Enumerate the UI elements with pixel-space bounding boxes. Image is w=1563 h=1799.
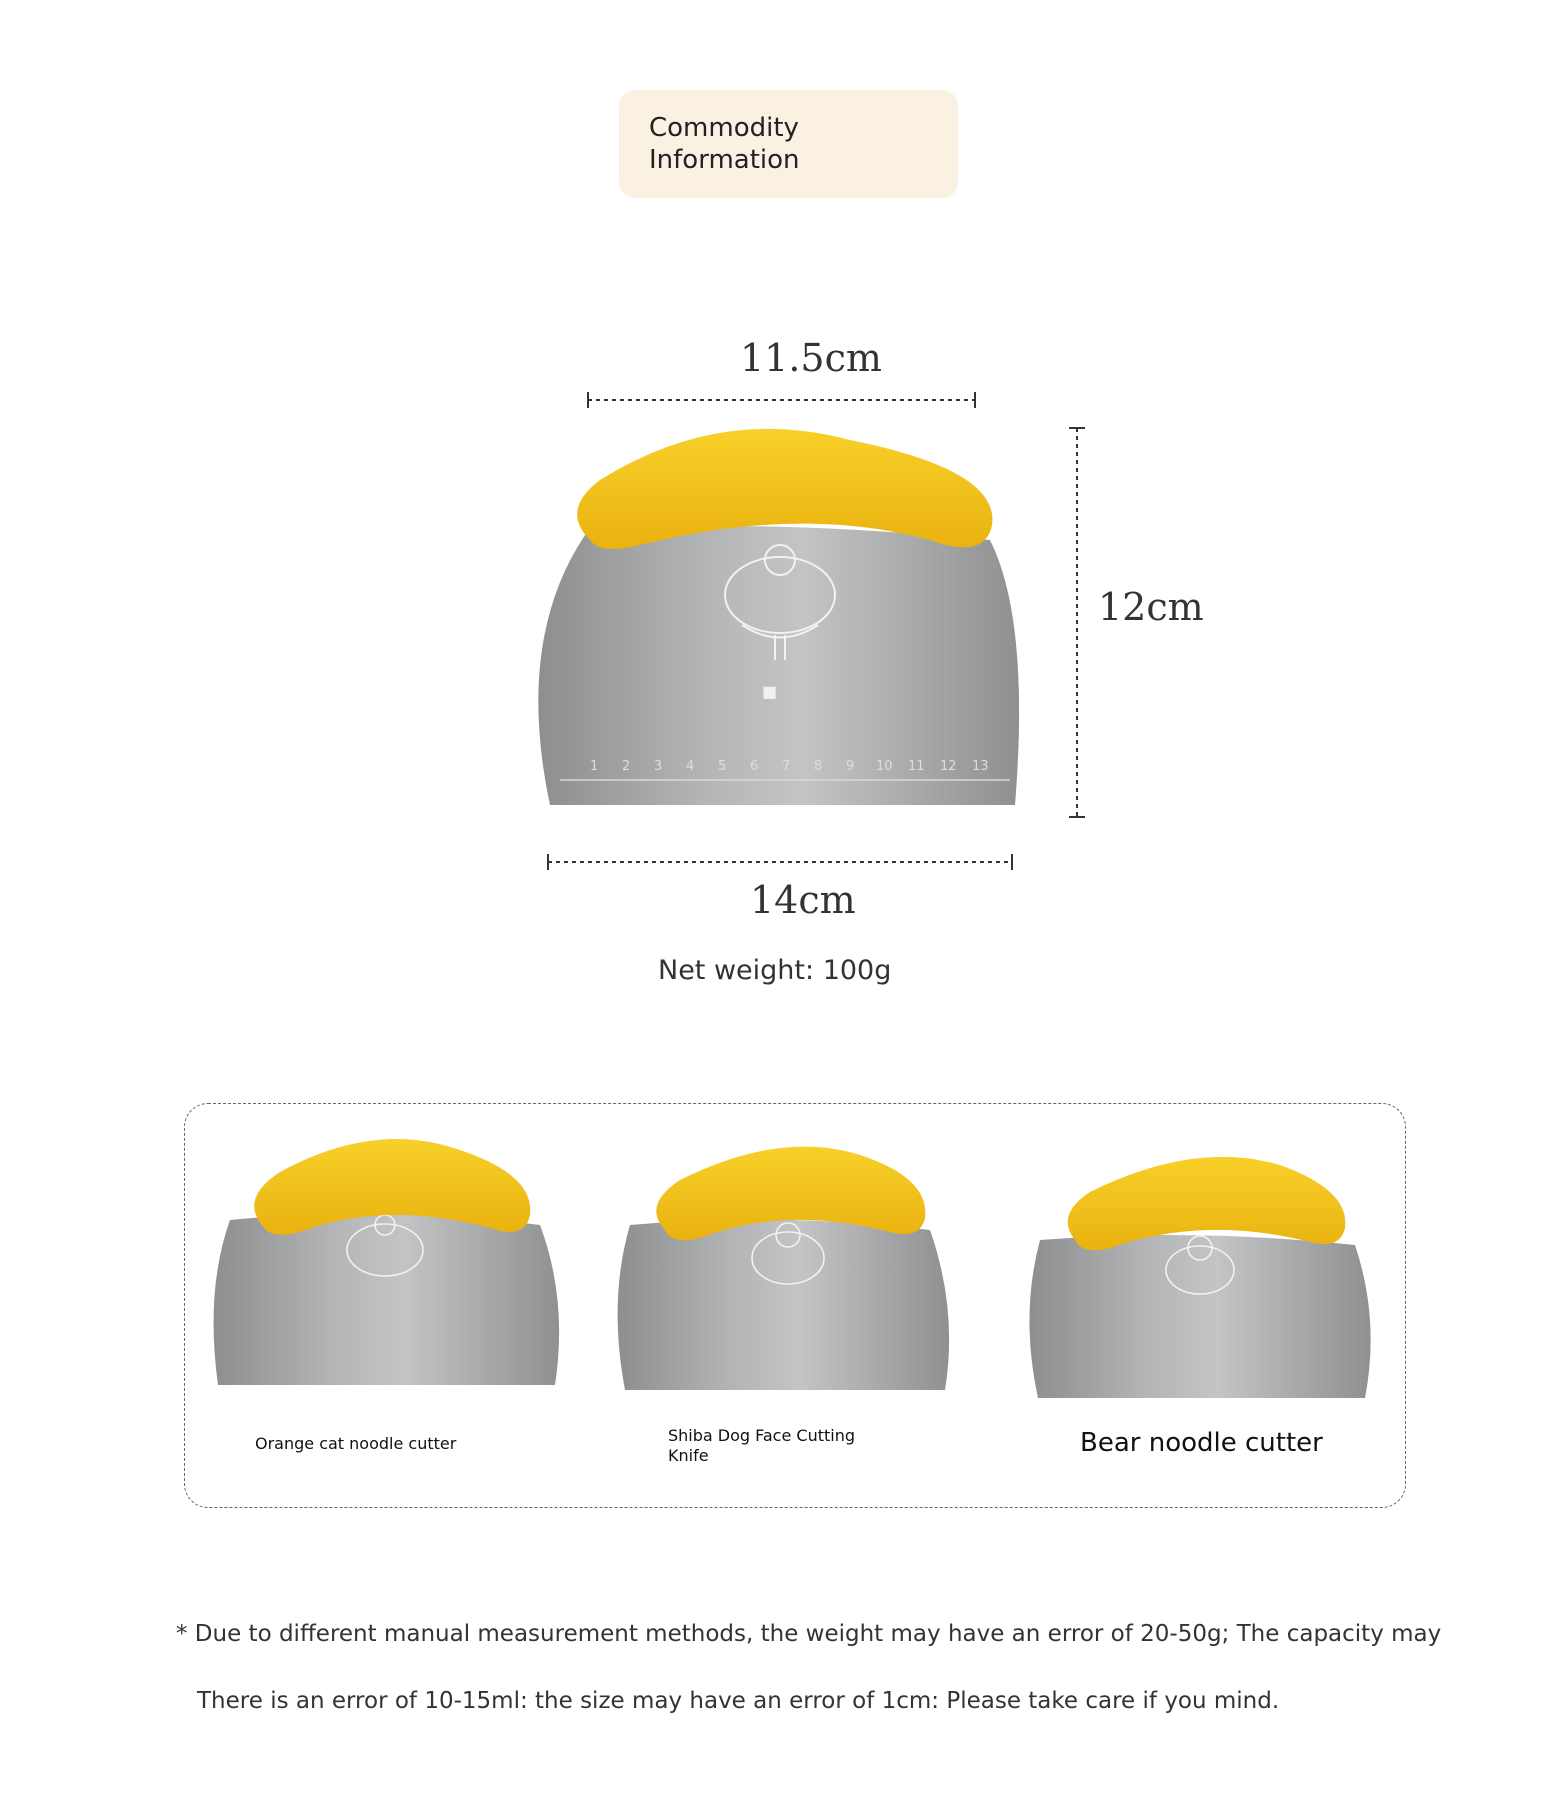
net-weight-value: 100g bbox=[822, 955, 892, 986]
svg-text:12: 12 bbox=[940, 759, 957, 774]
commodity-info-title: Commodity Information bbox=[649, 113, 800, 175]
svg-text:8: 8 bbox=[814, 759, 823, 774]
svg-text:1: 1 bbox=[590, 759, 599, 774]
svg-text:9: 9 bbox=[846, 759, 855, 774]
variant-caption-orange-cat: Orange cat noodle cutter bbox=[255, 1434, 457, 1453]
svg-text:■: ■ bbox=[762, 682, 778, 701]
svg-text:5: 5 bbox=[718, 759, 727, 774]
net-weight bbox=[658, 955, 891, 986]
top-width-label: 11.5cm bbox=[740, 336, 882, 380]
variant-caption-shiba-dog: Shiba Dog Face Cutting Knife bbox=[668, 1426, 856, 1465]
svg-text:3: 3 bbox=[654, 759, 663, 774]
bottom-width-label: 14cm bbox=[750, 878, 856, 922]
svg-text:7: 7 bbox=[782, 759, 791, 774]
svg-text:4: 4 bbox=[686, 759, 695, 774]
net-weight-label: Net weight: bbox=[658, 955, 815, 986]
height-label: 12cm bbox=[1098, 585, 1204, 629]
variant-caption-bear: Bear noodle cutter bbox=[1080, 1428, 1323, 1458]
svg-text:13: 13 bbox=[972, 759, 989, 774]
svg-text:2: 2 bbox=[622, 759, 631, 774]
disclaimer-line-1: * Due to different manual measurement methods, the weight may have an error of 20-50g; The capacity may bbox=[176, 1621, 1442, 1647]
svg-text:11: 11 bbox=[908, 759, 925, 774]
svg-text:6: 6 bbox=[750, 759, 759, 774]
svg-text:10: 10 bbox=[876, 759, 893, 774]
disclaimer-line-2: There is an error of 10-15ml: the size may have an error of 1cm: Please take care if you mind. bbox=[197, 1688, 1280, 1714]
